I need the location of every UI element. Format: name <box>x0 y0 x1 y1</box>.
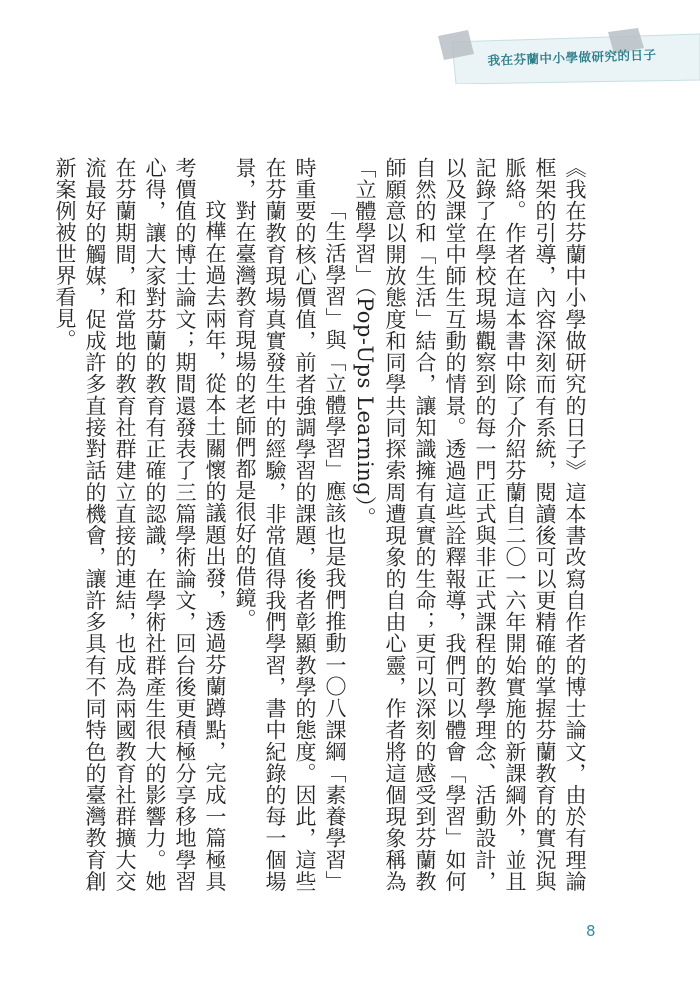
page-number: 8 <box>586 922 596 940</box>
opening-line: 《我在芬蘭中小學做研究的日子》這本書改寫自作者的博士論文，由於有理論框 <box>533 157 587 892</box>
paragraph-opening <box>350 157 590 892</box>
header-title: 我在芬蘭中小學做研究的日子 <box>487 47 657 68</box>
chapter-header-label <box>438 28 700 84</box>
paragraph-1: 架的引導，內容深刻而有系統，閱讀後可以更精確的掌握芬蘭教育的實況與脈絡。作者在這本書中除了介紹芬蘭自二〇一六年開始實施的新課綱外，並且記錄了在學校現場觀察到的每一門正式與非正式課程的教學理念、活動設計，以及課堂中師生互動的情景。透過這些詮釋報導，我們可以體會「學習」如何自然的和「生活」結合，讓知識擁有真實的生命；更可以深刻的感受到芬蘭教師願意以開放態度和同學共同探索周遭現象的自由心靈，作者將這個現象稱為「立體學習」（Pop-Ups Learning）。 <box>353 157 557 893</box>
paragraph-3: 玟樺在過去兩年，從本土關懷的議題出發，透過芬蘭蹲點，完成一篇極具 考價值的博士論文；期間還發表了三篇學術論文，回台後更積極分享移地學習心得，讓大家對芬蘭的教育有正確的認識，在學術社群產生很大的影響力。她在芬蘭期間，和當地的教育社群建立直接的連結，也成為兩國教育社群擴大交流最好的觸媒，促成許多直接對話的機會，讓許多具有不同特色的臺灣教育創新案例被世界看見。 <box>53 157 227 914</box>
paragraph-2: 「生活學習」與「立體學習」應該也是我們推動一〇八課綱「素養學習」時重要的核心價值，前者強調學習的課題，後者彰顯教學的態度。因此，這些在芬蘭教育現場真實發生中的經驗，非常值得我們學習，書中紀錄的每一個場景，對在臺灣教育現場的老師們都是很好的借鏡。 <box>233 157 347 892</box>
vertical-text-body <box>53 157 590 914</box>
